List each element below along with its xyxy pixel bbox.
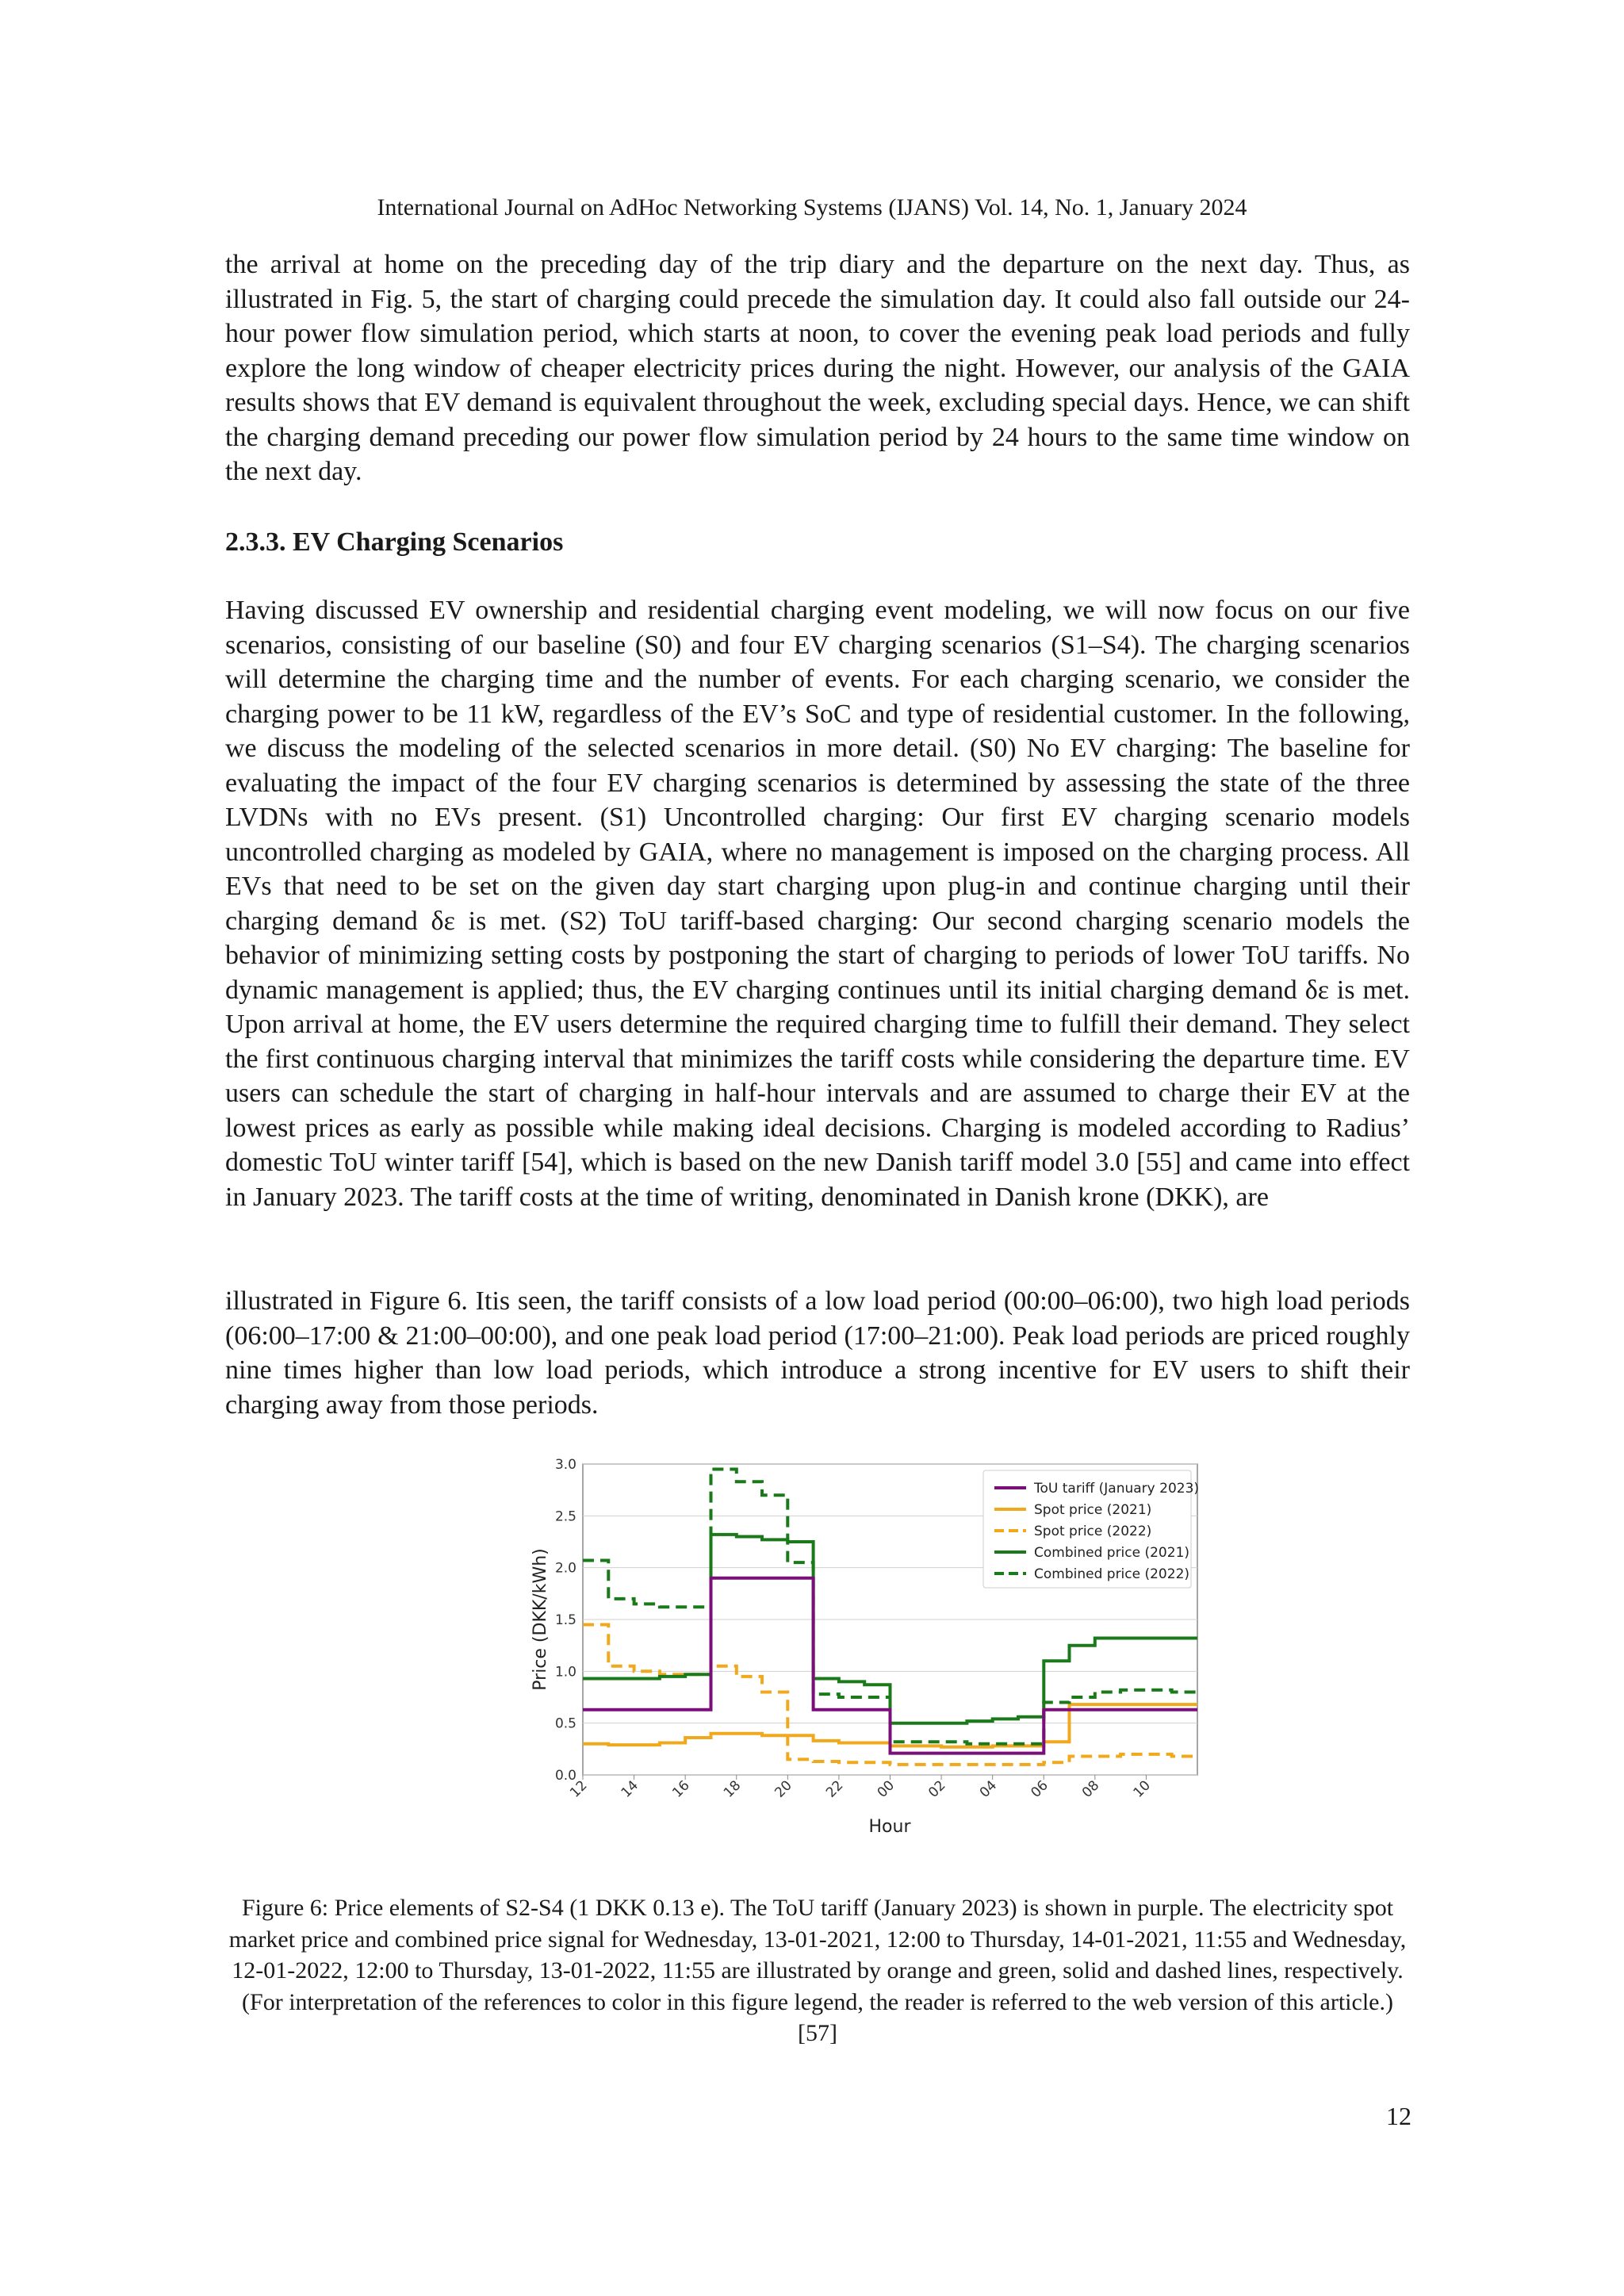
paragraph-tariff: illustrated in Figure 6. Itis seen, the tariff consists of a low load period (00:00–06:00), two high load periods (06:00–17:00 & 21:00–00:00), and one peak load period (17:00–21:00). Peak load periods are priced roughly nine times higher than low load periods, which introduce a strong incentive for EV users to shift their charging away from those periods. — [225, 1286, 1410, 1420]
price-chart-figure — [515, 1443, 1213, 1840]
x-tick-label: 08 — [1078, 1777, 1103, 1801]
figure-caption: Figure 6: Price elements of S2-S4 (1 DKK 0.13 e). The ToU tariff (January 2023) is shown in purple. The electricity spot market price and combined price signal for Wednesday, 13-01-2021, 12:00 to Thursday, 14-01-2021, 11:55 and Wednesday, 12-01-2022, 12:00 to Thursday, 13-01-2022, 11:55 are illustrated by orange and green, solid and dashed lines, respectively. (For interpretation of the references to color in this figure legend, the reader is referred to the web version of this article.) [57] — [228, 1895, 1407, 2046]
x-tick-label: 10 — [1130, 1777, 1154, 1801]
x-tick-label: 20 — [772, 1777, 795, 1801]
journal-header: International Journal on AdHoc Networking Systems (IJANS) Vol. 14, No. 1, January 2024 — [377, 194, 1247, 220]
y-tick-label: 1.0 — [554, 1664, 576, 1681]
y-axis-ticks — [555, 1457, 576, 1784]
x-tick-label: 12 — [567, 1777, 591, 1801]
x-tick-label: 00 — [874, 1777, 898, 1801]
x-tick-label: 02 — [925, 1777, 949, 1801]
price-chart — [515, 1443, 1213, 1840]
x-tick-label: 04 — [976, 1777, 1001, 1801]
paragraph-intro: the arrival at home on the preceding day of the trip diary and the departure on the next day. Thus, as illustrated in Fig. 5, the start of charging could precede the simulation day. It could also fall outside our 24-hour power flow simulation period, which starts at noon, to cover the evening peak load periods and fully explore the long window of cheaper electricity prices during the night. However, our analysis of the GAIA results shows that EV demand is equivalent throughout the week, excluding special days. Hence, we can shift the charging demand preceding our power flow simulation period by 24 hours to the same time window on the next day. — [225, 250, 1410, 486]
x-axis-ticks — [567, 1777, 1154, 1800]
y-axis-label: Price (DKK/kWh) — [530, 1548, 550, 1691]
y-tick-label: 0.0 — [554, 1768, 576, 1784]
x-tick-label: 06 — [1028, 1777, 1051, 1801]
x-tick-label: 22 — [823, 1777, 847, 1801]
x-tick-label: 14 — [618, 1777, 642, 1801]
legend-label: ToU tariff (January 2023) — [1034, 1481, 1200, 1497]
y-tick-label: 1.5 — [554, 1612, 576, 1628]
legend-label: Spot price (2021) — [1034, 1502, 1152, 1518]
chart-legend — [983, 1470, 1199, 1588]
y-tick-label: 2.5 — [554, 1508, 576, 1525]
paragraph-scenarios: Having discussed EV ownership and residential charging event modeling, we will now focus on our five scenarios, consisting of our baseline (S0) and four EV charging scenarios (S1–S4). The charging scenarios will determine the charging time and the number of events. For each charging scenario, we consider the charging power to be 11 kW, regardless of the EV’s SoC and type of residential customer. In the following, we discuss the modeling of the selected scenarios in more detail. (S0) No EV charging: The baseline for evaluating the impact of the four EV charging scenarios is determined by assessing the state of the three LVDNs with no EVs present. (S1) Uncontrolled charging: Our first EV charging scenario models uncontrolled charging as modeled by GAIA, where no management is imposed on the charging process. All EVs that need to be set on the given day start charging upon plug-in and continue charging until their charging demand δε is met. (S2) ToU tariff-based charging: Our second charging scenario models the behavior of minimizing setting costs by postponing the start of charging to periods of lower ToU tariffs. No dynamic management is applied; thus, the EV charging continues until its initial charging demand δε is met. Upon arrival at home, the EV users determine the required charging time to fulfill their demand. They select the first continuous charging interval that minimizes the tariff costs while considering the departure time. EV users can schedule the start of charging in half-hour intervals and are assumed to charge their EV at the lowest prices as early as possible while making ideal decisions. Charging is modeled according to Radius’ domestic ToU winter tariff [54], which is based on the new Danish tariff model 3.0 [55] and came into effect in January 2023. The tariff costs at the time of writing, denominated in Danish krone (DKK), are — [225, 596, 1410, 1212]
x-tick-label: 18 — [720, 1777, 745, 1801]
x-tick-label: 16 — [669, 1777, 693, 1801]
page-number: 12 — [1386, 2102, 1411, 2130]
legend-label: Combined price (2021) — [1034, 1545, 1190, 1561]
legend-label: Combined price (2022) — [1034, 1566, 1190, 1582]
section-heading: 2.3.3. EV Charging Scenarios — [225, 527, 564, 557]
legend-label: Spot price (2022) — [1034, 1524, 1152, 1539]
y-tick-label: 0.5 — [554, 1715, 576, 1732]
y-tick-label: 2.0 — [554, 1560, 576, 1577]
x-axis-label: Hour — [868, 1817, 911, 1837]
y-tick-label: 3.0 — [554, 1457, 576, 1473]
